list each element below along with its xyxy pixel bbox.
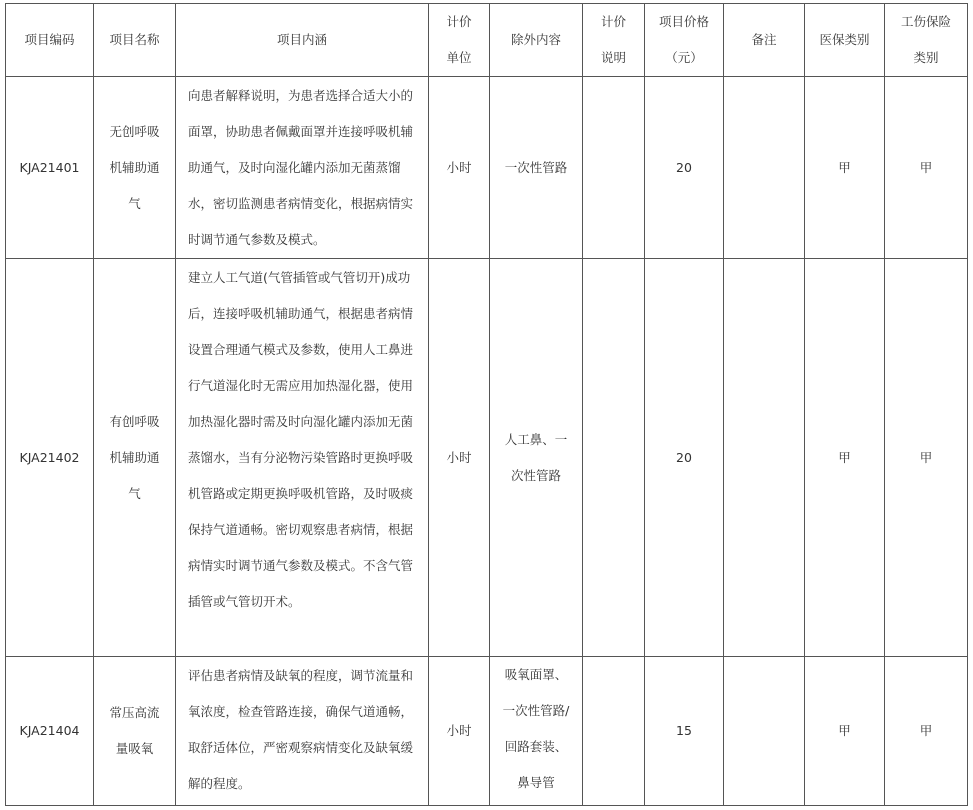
cell-price: 20 <box>645 77 724 259</box>
header-medical-insurance: 医保类别 <box>805 4 885 77</box>
cell-remark <box>724 77 805 259</box>
cell-unit: 小时 <box>429 77 490 259</box>
cell-price: 20 <box>645 259 724 657</box>
header-content: 项目内涵 <box>176 4 429 77</box>
cell-exclude: 人工鼻、一次性管路 <box>490 259 583 657</box>
cell-medical-insurance: 甲 <box>805 657 885 806</box>
cell-code: KJA21402 <box>6 259 94 657</box>
cell-medical-insurance: 甲 <box>805 259 885 657</box>
header-unit: 计价单位 <box>429 4 490 77</box>
cell-content: 向患者解释说明，为患者选择合适大小的面罩，协助患者佩戴面罩并连接呼吸机辅助通气，及时向湿化罐内添加无菌蒸馏水，密切监测患者病情变化，根据病情实时调节通气参数及模式。 <box>176 77 429 259</box>
cell-injury-insurance: 甲 <box>885 657 968 806</box>
cell-pricing-note <box>583 77 645 259</box>
header-injury-insurance: 工伤保险类别 <box>885 4 968 77</box>
cell-content: 建立人工气道(气管插管或气管切开)成功后，连接呼吸机辅助通气，根据患者病情设置合理通气模式及参数，使用人工鼻进行气道湿化时无需应用加热湿化器，使用加热湿化器时需及时向湿化罐内添加无菌蒸馏水，当有分泌物污染管路时更换呼吸机管路或定期更换呼吸机管路，及时吸痰保持气道通畅。密切观察患者病情，根据病情实时调节通气参数及模式。不含气管插管或气管切开术。 <box>176 259 429 657</box>
cell-exclude: 一次性管路 <box>490 77 583 259</box>
cell-injury-insurance: 甲 <box>885 77 968 259</box>
cell-pricing-note <box>583 657 645 806</box>
cell-remark <box>724 657 805 806</box>
header-row <box>6 4 968 77</box>
header-code: 项目编码 <box>6 4 94 77</box>
cell-name: 有创呼吸机辅助通气 <box>94 259 176 657</box>
table-row <box>6 259 968 657</box>
cell-code: KJA21404 <box>6 657 94 806</box>
cell-name: 无创呼吸机辅助通气 <box>94 77 176 259</box>
cell-unit: 小时 <box>429 259 490 657</box>
header-exclude: 除外内容 <box>490 4 583 77</box>
table-row <box>6 77 968 259</box>
header-name: 项目名称 <box>94 4 176 77</box>
cell-medical-insurance: 甲 <box>805 77 885 259</box>
cell-content: 评估患者病情及缺氧的程度，调节流量和氧浓度，检查管路连接，确保气道通畅，取舒适体位，严密观察病情变化及缺氧缓解的程度。 <box>176 657 429 806</box>
cell-name: 常压高流量吸氧 <box>94 657 176 806</box>
table-row <box>6 657 968 806</box>
header-remark: 备注 <box>724 4 805 77</box>
cell-price: 15 <box>645 657 724 806</box>
cell-pricing-note <box>583 259 645 657</box>
cell-remark <box>724 259 805 657</box>
cell-unit: 小时 <box>429 657 490 806</box>
header-pricing-note: 计价说明 <box>583 4 645 77</box>
header-price: 项目价格（元） <box>645 4 724 77</box>
cell-injury-insurance: 甲 <box>885 259 968 657</box>
price-table <box>5 3 968 806</box>
cell-exclude: 吸氧面罩、一次性管路/回路套装、鼻导管 <box>490 657 583 806</box>
cell-code: KJA21401 <box>6 77 94 259</box>
